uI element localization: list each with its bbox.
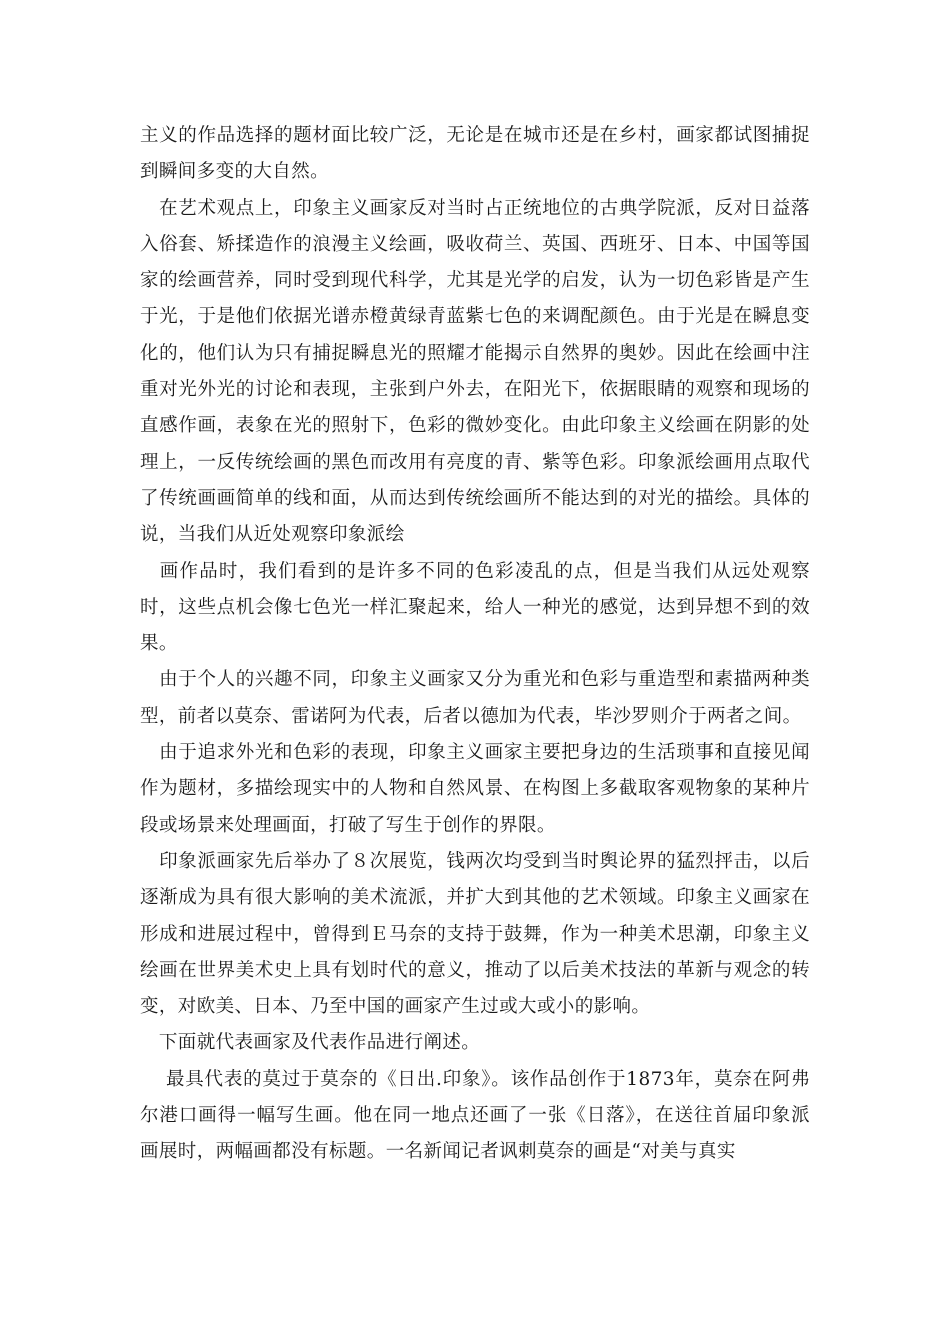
paragraph-5: 由于追求外光和色彩的表现，印象主义画家主要把身边的生活琐事和直接见闻作为题材，多描绘现实中的人物和自然风景、在构图上多截取客观物象的某种片段或场景来处理画面，打破了写生于创作的界限。 xyxy=(140,742,810,836)
paragraph-1: 主义的作品选择的题材面比较广泛，无论是在城市还是在乡村，画家都试图捕捉到瞬间多变的大自然。 xyxy=(140,125,810,183)
paragraph-6: 印象派画家先后举办了８次展览，钱两次均受到当时舆论界的猛烈抨击，以后逐渐成为具有很大影响的美术流派，并扩大到其他的艺术领域。印象主义画家在形成和进展过程中，曾得到Ｅ马奈的支持于鼓舞，作为一种美术思潮，印象主义绘画在世界美术史上具有划时代的意义，推动了以后美术技法的革新与观念的转变，对欧美、日本、乃至中国的画家产生过或大或小的影响。 xyxy=(140,850,810,1018)
paragraph-2: 在艺术观点上，印象主义画家反对当时占正统地位的古典学院派，反对日益落入俗套、矫揉造作的浪漫主义绘画，吸收荷兰、英国、西班牙、日本、中国等国家的绘画营养，同时受到现代科学，尤其是光学的启发，认为一切色彩皆是产生于光，于是他们依据光谱赤橙黄绿青蓝紫七色的来调配颜色。由于光是在瞬息变化的，他们认为只有捕捉瞬息光的照耀才能揭示自然界的奥妙。因此在绘画中注重对光外光的讨论和表现，主张到户外去，在阳光下，依据眼睛的观察和现场的直感作画，表象在光的照射下，色彩的微妙变化。由此印象主义绘画在阴影的处理上，一反传统绘画的黑色而改用有亮度的青、紫等色彩。印象派绘画用点取代了传统画画简单的线和面，从而达到传统绘画所不能达到的对光的描绘。具体的说，当我们从近处观察印象派绘 xyxy=(140,197,810,546)
paragraph-4: 由于个人的兴趣不同，印象主义画家又分为重光和色彩与重造型和素描两种类型，前者以莫奈、雷诺阿为代表，后者以德加为代表，毕沙罗则介于两者之间。 xyxy=(140,669,810,727)
paragraph-7: 下面就代表画家及代表作品进行阐述。 xyxy=(140,1032,481,1054)
body-text xyxy=(140,118,810,1171)
paragraph-3: 画作品时，我们看到的是许多不同的色彩凌乱的点，但是当我们从远处观察时，这些点机会像七色光一样汇聚起来，给人一种光的感觉，达到异想不到的效果。 xyxy=(140,560,810,655)
paragraph-8: 最具代表的莫过于莫奈的《日出.印象》。该作品创作于1873年，莫奈在阿弗尔港口画得一幅写生画。他在同一地点还画了一张《日落》，在送往首届印象派画展时，两幅画都没有标题。一名新闻记者讽刺莫奈的画是“对美与真实 xyxy=(140,1068,810,1163)
